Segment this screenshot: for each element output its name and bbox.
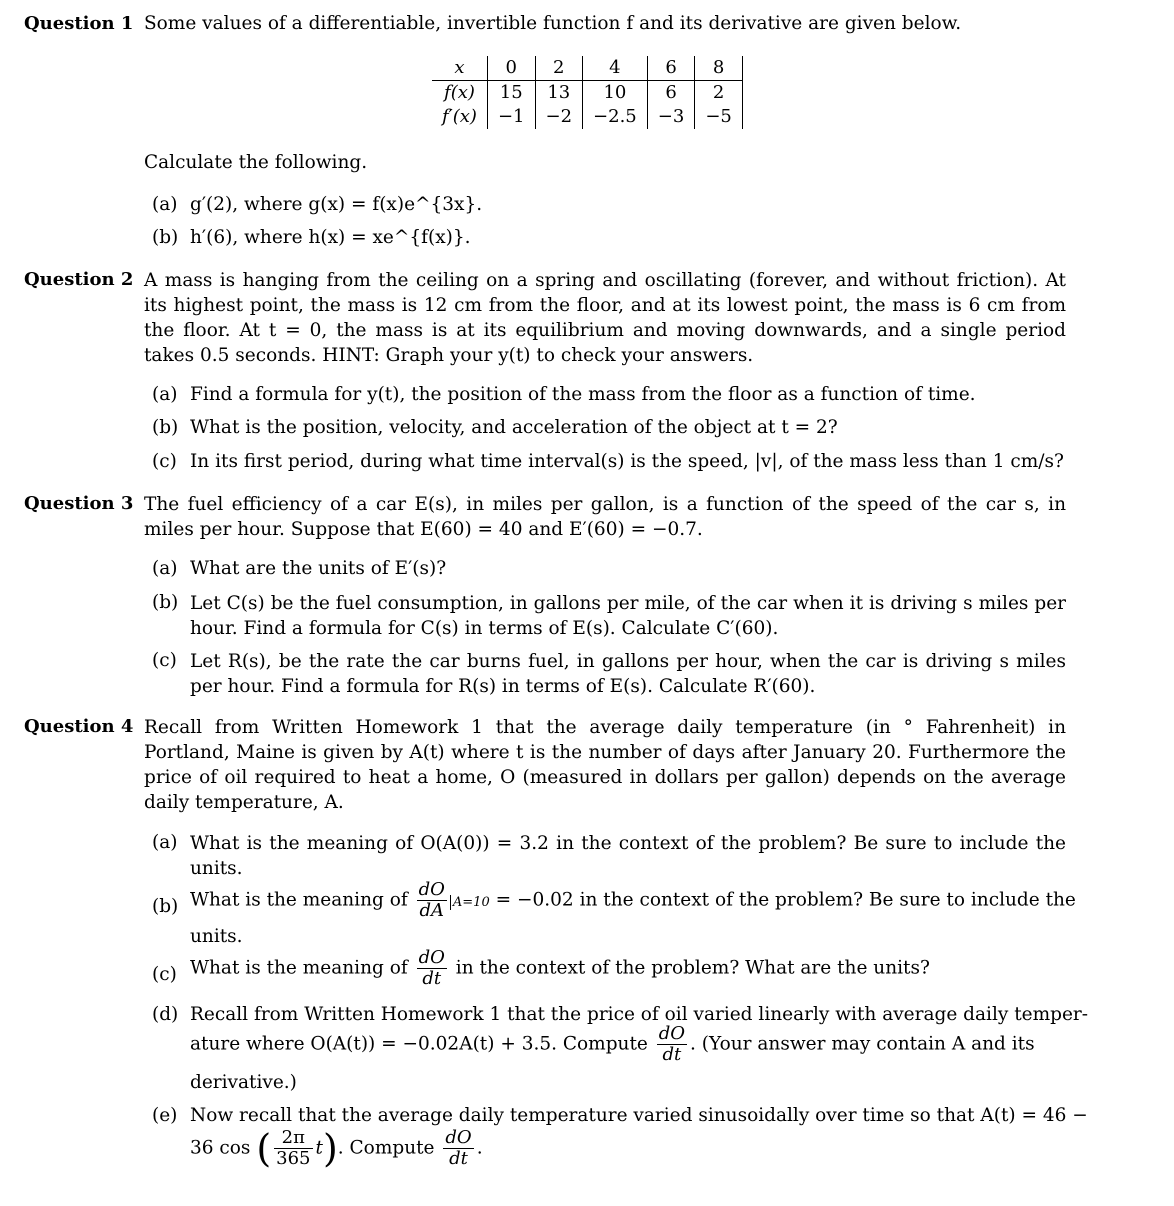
question-2-text: A mass is hanging from the ceiling on a spring and oscillating (forever, and without friction). At its highest point, the mass is 12 cm from the floor, and at its lowest point, the mass is 6 cm from the floor. At t = 0, the mass is at its equilibrium and moving downwards, and a single period takes 0.5 seconds. HINT: Graph your y(t) to check your answers. [144,270,1066,366]
evaluation-bar: A=10 [450,895,490,910]
table-cell: −2 [535,105,583,129]
derivative-fraction [657,1024,687,1065]
question-1-label: Question 1 [24,13,134,34]
cos-expression: 36 cos [190,1137,251,1159]
q2-part-c-letter: (c) [152,451,177,472]
time-variable: t [315,1137,323,1159]
derivative-fraction [417,948,447,989]
fraction-denominator: dt [657,1044,687,1065]
table-cell: 0 [487,56,535,81]
q4-part-e-letter: (e) [152,1105,178,1126]
question-1-text: Some values of a differentiable, invertible function f and its derivative are given below. [144,13,962,34]
q4-d-suffix: . (Your answer may contain A and its [690,1033,1035,1055]
q1-part-b-letter: (b) [152,227,179,248]
question-4-text: Recall from Written Homework 1 that the average daily temperature (in ° Fahrenheit) in Portland, Maine is given by A(t) where t is the number of days after January 20. Furthermore the price of oil required to heat a home, O (measured in dollars per gallon) depends on the average daily temperature, A. [144,717,1066,813]
table-cell: −1 [487,105,535,129]
table-cell: 2 [535,56,583,81]
table-cell: f(x) [432,81,487,106]
table-cell: −3 [647,105,695,129]
fraction-numerator: dO [658,1023,686,1044]
fraction-denominator: 365 [276,1148,311,1169]
q4-part-d-letter: (d) [152,1004,179,1025]
q2-part-b-text: What is the position, velocity, and acceleration of the object at t = 2? [190,417,838,438]
q4-part-c-letter: (c) [152,964,177,985]
right-paren: ) [322,1126,338,1171]
q3-part-b-text: Let C(s) be the fuel consumption, in gallons per mile, of the car when it is driving s miles per hour. Find a formula for C(s) in terms of E(s). Calculate C′(60). [190,593,1066,639]
q4-d-prefix: ature where O(A(t)) = −0.02A(t) + 3.5. Compute [190,1033,648,1055]
table-row-f [432,81,742,106]
table-cell: 13 [535,81,583,106]
q4-part-b-text [190,880,1076,921]
table-cell: 4 [583,56,648,81]
table-cell: 6 [647,81,695,106]
q1-part-a-text: g′(2), where g(x) = f(x)e^{3x}. [190,194,483,215]
table-cell: 15 [487,81,535,106]
q1-part-a-letter: (a) [152,194,178,215]
q4-part-b-continuation: units. [190,926,243,947]
period: . [476,1137,483,1159]
question-3-label: Question 3 [24,493,134,514]
fraction-numerator: 2π [281,1127,305,1148]
derivative-fraction [417,880,447,921]
q4-part-d-line2 [190,1024,1035,1065]
q4-c-prefix: What is the meaning of [190,957,408,979]
q4-part-d-continuation: derivative.) [190,1072,297,1093]
argument-fraction [274,1128,312,1169]
q4-part-a-letter: (a) [152,832,178,853]
fraction-numerator: dO [445,1127,472,1148]
q3-part-b-letter: (b) [152,592,179,613]
table-cell: x [432,56,487,81]
fraction-numerator: dO [418,879,445,900]
q2-part-b-letter: (b) [152,417,179,438]
q3-part-c-text: Let R(s), be the rate the car burns fuel, in gallons per hour, when the car is driving s miles per hour. Find a formula for R(s) in terms of E(s). Calculate R′(60). [190,651,1066,697]
fraction-denominator: dA [417,900,447,921]
derivative-fraction [443,1128,473,1169]
q4-part-e-line2 [190,1128,483,1169]
question-3-text: The fuel efficiency of a car E(s), in miles per gallon, is a function of the speed of the car s, in miles per hour. Suppose that E(60) = 40 and E′(60) = −0.7. [144,494,1066,540]
table-cell: 2 [695,81,743,106]
table-cell: f′(x) [432,105,487,129]
q4-part-d-line1: Recall from Written Homework 1 that the price of oil varied linearly with average daily temper- [190,1004,1089,1025]
q4-c-suffix: in the context of the problem? What are the units? [455,957,930,979]
table-cell: −2.5 [583,105,648,129]
q4-part-b-letter: (b) [152,896,179,917]
table-row-fprime [432,105,742,129]
left-paren: ( [256,1126,272,1171]
fraction-denominator: dt [417,968,447,989]
q4-part-e-line1: Now recall that the average daily temperature varied sinusoidally over time so that A(t) = 46 − [190,1105,1088,1126]
table-row-x [432,56,742,81]
q2-part-c-text: In its first period, during what time interval(s) is the speed, |v|, of the mass less than 1 cm/s? [190,451,1064,472]
q3-part-a-letter: (a) [152,558,178,579]
q3-part-a-text: What are the units of E′(s)? [190,558,447,579]
q4-part-a-text: What is the meaning of O(A(0)) = 3.2 in the context of the problem? Be sure to include the units. [190,833,1066,879]
table-cell: −5 [695,105,743,129]
table-cell: 10 [583,81,648,106]
table-cell: 8 [695,56,743,81]
fraction-numerator: dO [418,947,445,968]
q4-part-c-text [190,948,930,989]
q2-part-a-text: Find a formula for y(t), the position of the mass from the floor as a function of time. [190,384,976,405]
q2-part-a-letter: (a) [152,384,178,405]
calculate-instruction: Calculate the following. [144,152,368,173]
q3-part-c-letter: (c) [152,650,177,671]
compute-text: . Compute [337,1137,435,1159]
q1-part-b-text: h′(6), where h(x) = xe^{f(x)}. [190,227,471,248]
fraction-denominator: dt [443,1148,473,1169]
values-table [432,56,743,129]
q4-b-prefix: What is the meaning of [190,889,408,911]
question-4-label: Question 4 [24,716,134,737]
question-2-label: Question 2 [24,269,134,290]
q4-b-suffix: = −0.02 in the context of the problem? Be sure to include the [495,889,1076,911]
table-cell: 6 [647,56,695,81]
